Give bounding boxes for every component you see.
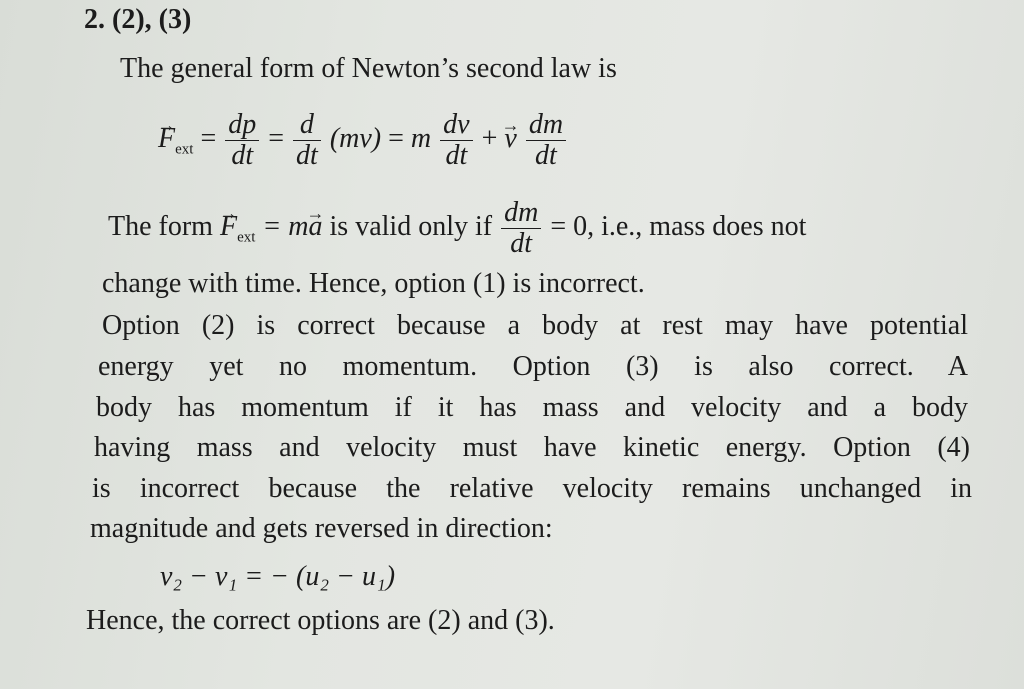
validity-condition-line: [108, 192, 806, 262]
question-reference: 2. (2), (3): [84, 4, 192, 35]
dm-dt-fraction: [501, 198, 541, 259]
mass-symbol: m: [410, 123, 432, 154]
ext-subscript: ext: [237, 229, 256, 246]
dv-dt-fraction: [440, 110, 472, 171]
equals-sign: =: [200, 123, 217, 154]
paragraph-line: is incorrect because the relative velocity remains unchanged in: [92, 473, 972, 504]
plus-sign: +: [481, 123, 498, 154]
dm-numerator: dm: [526, 110, 566, 141]
conclusion-text: Hence, the correct options are (2) and (3).: [86, 605, 555, 636]
acceleration-vector: → a: [309, 192, 323, 262]
dp-dt-fraction: [225, 110, 259, 171]
paragraph-line: Option (2) is correct because a body at rest may have potential: [102, 310, 968, 341]
paragraph-line: having mass and velocity must have kinetic energy. Option (4): [94, 432, 970, 463]
newton-law-equation: [158, 104, 568, 174]
dt-denominator: dt: [445, 140, 468, 172]
dt-denominator: dt: [296, 140, 318, 172]
mass-constant-text: = 0, i.e., mass does not: [550, 211, 807, 242]
dp-numerator: dp: [225, 110, 259, 141]
paragraph-line: change with time. Hence, option (1) is incorrect.: [102, 268, 645, 299]
d-numerator: d: [293, 110, 321, 141]
equals-sign: =: [388, 123, 404, 154]
paragraph-line: magnitude and gets reversed in direction:: [90, 513, 553, 544]
equals-sign: =: [268, 123, 285, 154]
dt-denominator: dt: [231, 140, 254, 172]
dv-numerator: dv: [440, 110, 472, 141]
velocity-vector: → v: [504, 104, 516, 174]
intro-text: The general form of Newton’s second law is: [120, 53, 617, 84]
ext-subscript: ext: [175, 141, 194, 158]
paragraph-line: body has momentum if it has mass and velocity and a body: [96, 392, 968, 423]
form-text: The form: [108, 211, 213, 242]
momentum-term: (mv): [329, 123, 382, 154]
equals-mass: = m: [262, 211, 309, 242]
relative-velocity-equation: v₂ − v₁ = − (u₂ − u₁): [160, 561, 396, 592]
dt-denominator: dt: [510, 228, 533, 260]
paragraph-line: energy yet no momentum. Option (3) is also correct. A: [98, 351, 968, 382]
dt-denominator: dt: [535, 140, 557, 172]
dm-dt-fraction: [526, 110, 566, 171]
condition-text: is valid only if: [329, 211, 493, 242]
force-vector: → F: [220, 192, 237, 262]
d-dt-operator: [293, 110, 321, 171]
dm-numerator: dm: [501, 198, 541, 229]
force-vector: → F: [158, 104, 175, 174]
